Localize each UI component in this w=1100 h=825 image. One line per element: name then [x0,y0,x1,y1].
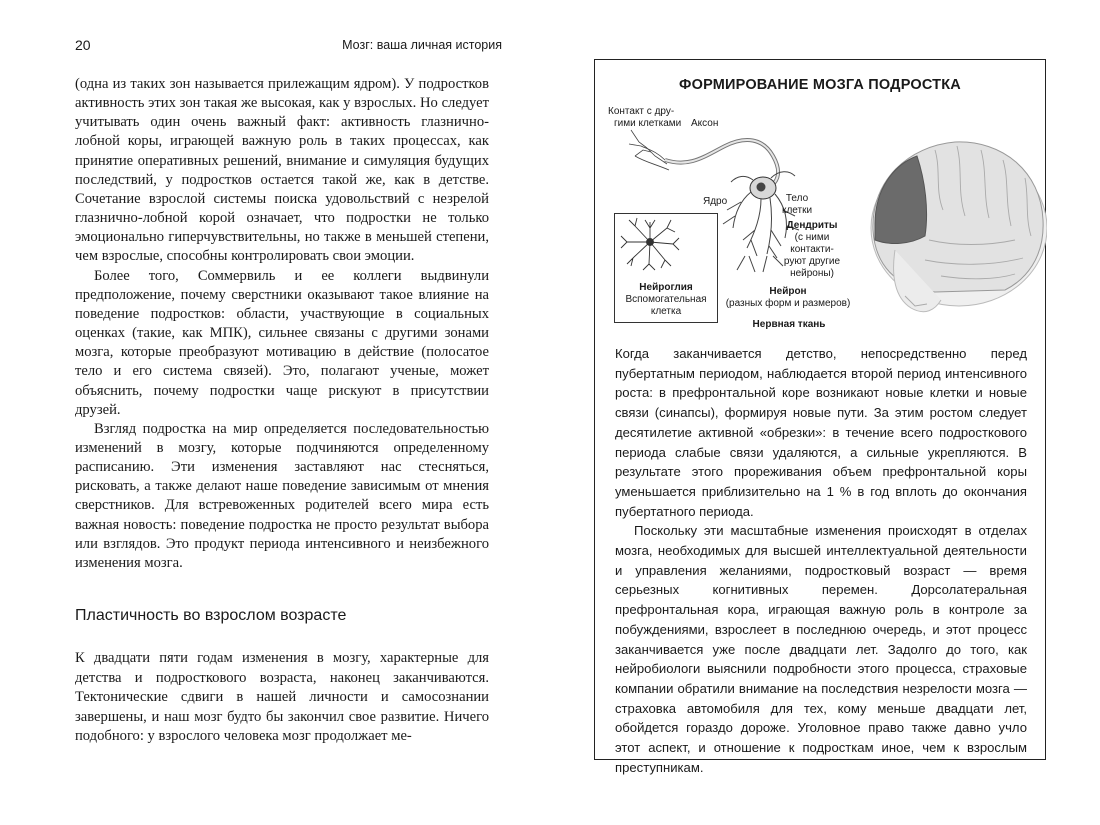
label-contact-1: Контакт с дру- [608,106,675,117]
label-neuroglia: Нейроглия [639,282,693,293]
section-paragraph: К двадцати пяти годам изменения в мозгу, характерные для детства и подросткового возраста, наконец заканчиваются. Тектонические сдвиги в нашей личности и самосознании завершены, и наш мозг будто бы закончил свое развитие. Ничего подобного: у взрослого человека мозг продолжает ме- [75,650,489,745]
label-nucleus: Ядро [703,196,728,207]
label-dendrites: Дендриты [786,220,838,231]
brain-figure [595,60,1047,360]
label-axon: Аксон [691,118,719,129]
page-number: 20 [75,37,91,53]
label-dendrites-sub-1: (с ними [794,232,830,243]
sidebar-title: ФОРМИРОВАНИЕ МОЗГА ПОДРОСТКА [679,77,961,93]
sidebar-box [594,59,1046,775]
paragraph-1: (одна из таких зон называется прилежащим ядром). У подростков активность этих зон такая же высокая, как у взрослых. Но следует учитывать один очень важный факт: активность глазнично-лобной коры, играющей важную роль в таких процессах, как принятие оперативных решений, внимание и симуляция будущих последствий, у подростков остается такой же, как в детстве. Сочетание взрослой системы поиска удовольствий с незрелой глазнично-лобной корой означает, что подростки не только эмоционально гиперчувствительны, но также в меньшей степени, чем взрослые, способны контролировать свои эмоции. [75,76,489,265]
label-contact-2: гими клетками [614,118,682,129]
section-text [75,649,489,747]
running-title: Мозг: ваша личная история [342,38,502,52]
label-neuron-sub: (разных форм и размеров) [725,298,851,309]
label-neuroglia-sub-2: клетка [650,306,682,317]
section-heading: Пластичность во взрослом возрасте [75,607,347,624]
label-cell-body-1: Тело [785,193,809,204]
paragraph-3: Взгляд подростка на мир определяется последовательностью изменений в мозгу, которые подчиняются определенному расписанию. Эти изменения заставляют нас стесняться, рисковать, а также делают наше поведение зависимым от мнения сверстников. Для встревоженных родителей всего мира есть важная новость: поведение подростка не просто результат выбора или взглядов. Это продукт периода интенсивного и неизбежного изменения мозга. [75,420,489,571]
paragraph-2: Более того, Соммервиль и ее коллеги выдвинули предположение, почему сверстники оказывают такое влияние на поведение подростков: области, участвующие в социальных оценках (такие, как МПК), сильнее связаны с другими зонами мозга, которые преобразуют мотивацию в действие (полосатое тело и его система связей). Это, полагают ученые, может объяснить, почему подростки чаще рискуют в присутствии друзей. [75,267,489,418]
brain-illustration [871,142,1047,312]
main-text-column [75,75,489,573]
label-dendrites-sub-3: руют другие [783,256,841,267]
label-cell-body-2: клетки [781,205,813,216]
contact-branches-illustration [629,130,669,170]
sidebar-paragraph-2: Поскольку эти масштабные изменения происходят в отделах мозга, необходимых для высшей интеллектуальной деятельности и управления желаниями, подростковый возраст — время серьезных когнитивных перемен. Дорсолатеральная префронтальная кора, играющая важную роль в контроле за побуждениями, взрослеет в последнюю очередь, и этот процесс заканчивается уже после двадцати лет. Задолго до того, как нейробиологи выяснили подробности этого процесса, страховые компании обратили внимание на последствия незрелости мозга — страховка автомобиля для тех, кому меньше двадцати лет, обойдется гораздо дороже. Уголовное право также давно учло этот аспект, и отношение к подросткам иное, чем к взрослым преступникам. [615,523,1027,775]
label-dendrites-sub-2: контакти- [790,244,834,255]
sidebar-text [615,344,1027,777]
label-neuron: Нейрон [769,286,807,297]
label-nervous-tissue: Нервная ткань [752,319,826,330]
label-dendrites-sub-4: нейроны) [790,268,834,279]
sidebar-paragraph-1: Когда заканчивается детство, непосредственно перед пубертатным периодом, наблюдается второй период интенсивного роста: в префронтальной коре возникают новые клетки и новые связи (синапсы), формируя новые пути. За этим ростом следует десятилетие активной «обрезки»: в течение всего подросткового периода слабые связи удаляются, а сильные укрепляются. В результате этого прореживания объем префронтальной коры уменьшается приблизительно на 1 % в год вплоть до окончания пубертатного периода. [615,346,1027,519]
label-neuroglia-sub-1: Вспомогательная [625,294,707,305]
